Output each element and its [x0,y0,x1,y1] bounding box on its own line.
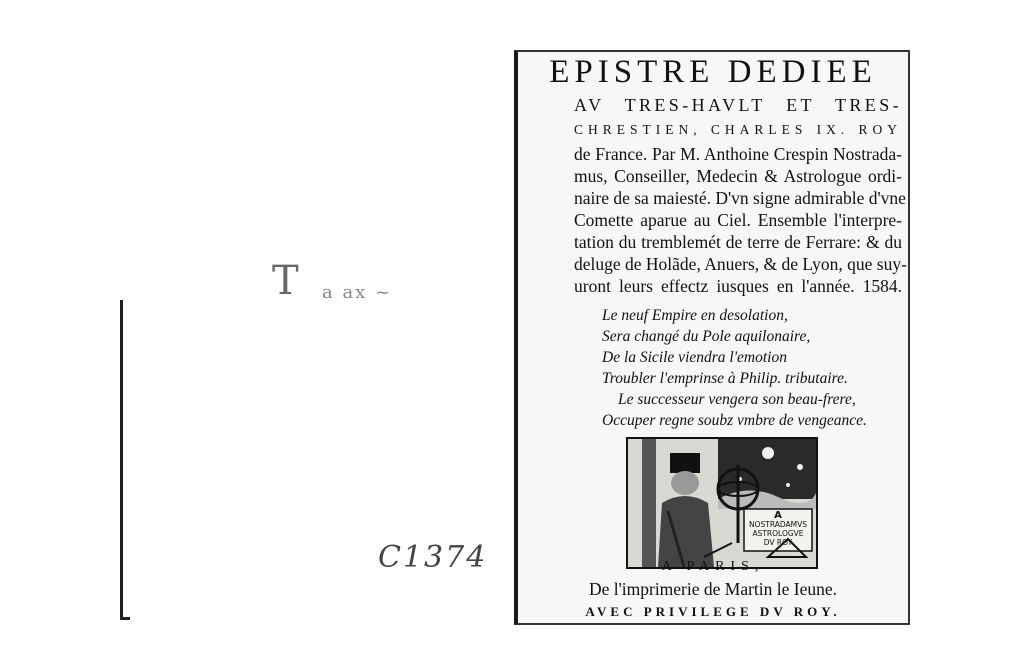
title-line: CHRESTIEN, CHARLES IX. ROY [574,122,902,137]
title-line: uront leurs effectz iusques en l'année. 1584. [574,276,902,296]
title-line: AV TRES-HAVLT ET TRES- [574,95,902,115]
imprint-city: A PARIS, [661,559,765,574]
imprint-printer: De l'imprimerie de Martin le Ieune. [588,579,838,599]
woodcut-banner-line: DV ROY [763,538,793,547]
title-line: tation du tremblemét de terre de Ferrare: & du [574,232,902,252]
left-page [0,0,510,648]
pencil-mark-small: a ax ~ [322,282,393,303]
title-line: Comette aparue au Ciel. Ensemble l'interpre- [574,210,902,230]
page-edge-foot [120,617,130,620]
woodcut-astrologer-image [628,439,816,567]
title-line: deluge de Holãde, Anuers, & de Lyon, que suy- [574,254,907,274]
page-edge-rule [120,300,123,620]
woodcut-banner-line: NOSTRADAMVS [748,520,808,529]
woodcut-illustration [626,437,818,569]
shelf-mark: C1374 [378,540,488,575]
title-line: naire de sa maiesté. D'vn signe admirable d'vne [574,188,906,208]
woodcut-banner-line: ASTROLOGVE [752,529,804,538]
title-line: mus, Conseiller, Medecin & Astrologue ordi- [574,166,902,186]
woodcut-initial: A [774,510,782,521]
verse-line: Occuper regne soubz vmbre de vengeance. [602,412,867,429]
page-title: EPISTRE DEDIEE [549,54,877,90]
verse-line: Troubler l'emprinse à Philip. tributaire. [602,370,848,387]
pencil-mark: T [272,258,299,304]
verse-line: De la Sicile viendra l'emotion [602,349,787,366]
verse-line: Sera changé du Pole aquilonaire, [602,328,811,345]
verse-line: Le neuf Empire en desolation, [602,307,788,324]
verse-line: Le successeur vengera son beau-frere, [618,391,856,408]
privilege-line: AVEC PRIVILEGE DV ROY. [585,604,841,619]
title-page [514,50,910,625]
title-line: de France. Par M. Anthoine Crespin Nostrada- [574,144,902,164]
